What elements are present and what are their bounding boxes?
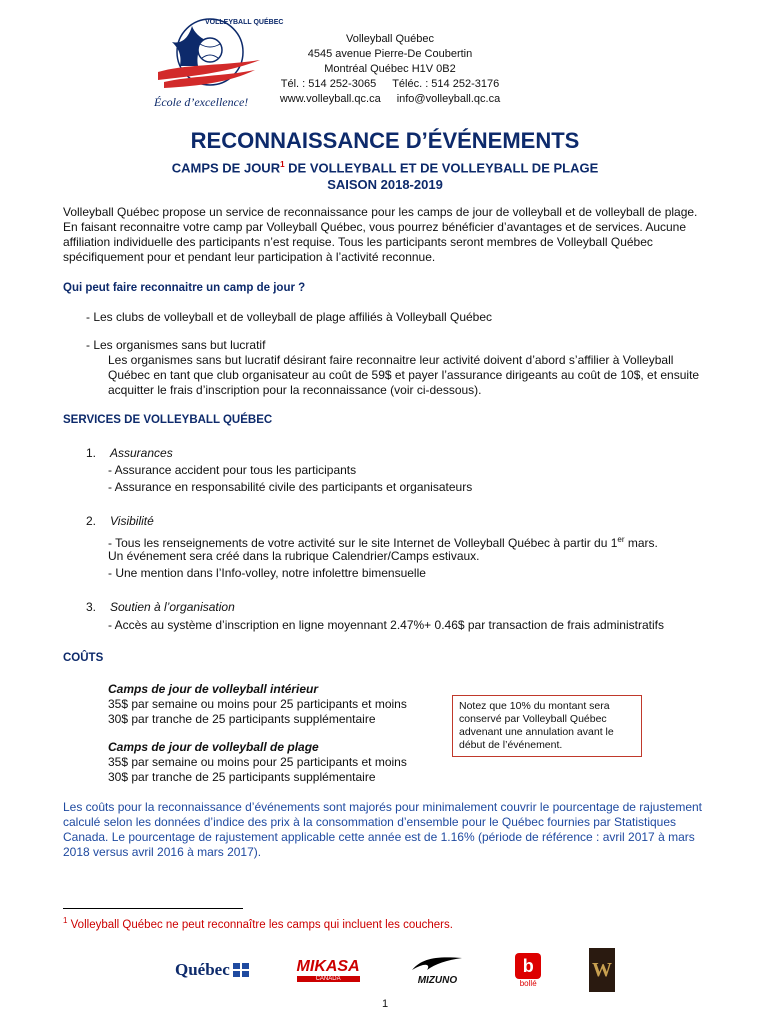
beach-camp-title: Camps de jour de volleyball de plage — [108, 740, 319, 754]
org-address1: 4545 avenue Pierre-De Coubertin — [307, 48, 473, 60]
footnote-divider — [63, 908, 243, 909]
bolle-logo: b bollé — [515, 953, 541, 988]
org-name: Volleyball Québec — [345, 33, 435, 45]
service-visibility-line2: Un événement sera créé dans la rubrique Calendrier/Camps estivaux. — [108, 549, 480, 563]
footnote-ref: 1 — [280, 160, 285, 169]
footnote: $^1$ Volleyball Québec ne peut reconnaître les camps qui incluent les couchers. — [63, 916, 453, 931]
volleyball-quebec-logo — [150, 14, 284, 112]
org-fax: Téléc. : 514 252-3176 — [392, 78, 500, 90]
indoor-camp-title: Camps de jour de volleyball intérieur — [108, 682, 319, 696]
costs-heading: COÛTS — [63, 652, 104, 664]
services-heading: SERVICES DE VOLLEYBALL QUÉBEC — [63, 414, 273, 426]
who-heading: Qui peut faire reconnaitre un camp de jour ? — [63, 282, 306, 294]
service-insurance-line2: - Assurance en responsabilité civile des participants et organisateurs — [108, 480, 473, 494]
organization-info — [260, 32, 520, 107]
mizuno-runbird-icon — [407, 954, 467, 972]
service-number-3: 3. — [86, 600, 97, 614]
beach-camp-price1: 35$ par semaine ou moins pour 25 participants et moins — [108, 755, 407, 769]
service-title-support: Soutien à l’organisation — [110, 600, 235, 614]
document-title: RECONNAISSANCE D’ÉVÉNEMENTS — [190, 128, 580, 153]
beach-camp-price2: 30$ par tranche de 25 participants supplémentaire — [108, 770, 376, 784]
org-website[interactable]: www.volleyball.qc.ca — [279, 93, 381, 105]
mizuno-logo: MIZUNO — [407, 954, 467, 986]
quebec-logo: Québec — [175, 960, 249, 980]
who-item-nonprofits: - Les organismes sans but lucratif — [86, 338, 266, 352]
service-title-insurance: Assurances — [110, 446, 173, 460]
season-label: SAISON 2018-2019 — [327, 177, 443, 193]
page-number: 1 — [381, 998, 389, 1010]
service-insurance-line1: - Assurance accident pour tous les participants — [108, 463, 357, 477]
svg-text:VOLLEYBALL QUÉBEC: VOLLEYBALL QUÉBEC — [205, 19, 284, 26]
org-phone: Tél. : 514 252-3065 — [280, 78, 377, 90]
org-email[interactable]: info@volleyball.qc.ca — [396, 93, 501, 105]
org-address2: Montréal Québec H1V 0B2 — [324, 63, 456, 75]
adjustment-paragraph: Les coûts pour la reconnaissance d’événements sont majorés pour minimalement couvrir le pourcentage de rajustement calculé selon les données d’indice des prix à la consommation d’ensemble pour le Québec fournies par Statistiques Canada. Le pourcentage de rajustement applicable cette année est de 1.16% (période de référence : avril 2017 à mars 2018 versus avril 2016 à mars 2017). — [63, 800, 703, 859]
service-visibility-line3: - Une mention dans l’Info-volley, notre infolettre bimensuelle — [108, 566, 426, 580]
intro-paragraph: Volleyball Québec propose un service de reconnaissance pour les camps de jour de volleyball et de volleyball de plage. En faisant reconnaitre votre camp par Volleyball Québec, vous pourrez bénéficier d’avantages et de services. Aucune affiliation individuelle des participants n’est requise. Tous les participants seront membres de Volleyball Québec spécifiquement pour et pendant leur participation à l’activité reconnue. — [63, 205, 698, 264]
svg-text:École d’excellence!: École d’excellence! — [154, 95, 249, 109]
sponsor-logos — [175, 945, 615, 995]
indoor-camp-price2: 30$ par tranche de 25 participants supplémentaire — [108, 712, 376, 726]
who-item-clubs: - Les clubs de volleyball et de volleyball de plage affiliés à Volleyball Québec — [86, 310, 493, 324]
document-subtitle: CAMPS DE JOUR$^1$ DE VOLLEYBALL ET DE VOLLEYBALL DE PLAGE SAISON 2018-2019 — [0, 156, 770, 193]
service-title-visibility: Visibilité — [110, 514, 154, 528]
service-number-1: 1. — [86, 446, 97, 460]
quebec-flag-icon — [233, 963, 249, 977]
who-item-nonprofits-detail: Les organismes sans but lucratif désirant faire reconnaitre leur activité doivent d’abord s’affilier à Volleyball Québec en tant que club organisateur au coût de 59$ et payer l’assurance dirigeants au coût de 10$, et ensuite acquitter le frais d’inscription pour la reconnaissance (voir ci-dessous). — [108, 353, 700, 397]
cancellation-note-box: Notez que 10% du montant sera conservé par Volleyball Québec advenant une annulation avant le début de l’événement. — [452, 695, 642, 757]
service-number-2: 2. — [86, 514, 97, 528]
mikasa-logo: MIKASA CANADA — [296, 958, 360, 982]
service-visibility-line1: - Tous les renseignements de votre activité sur le site Internet de Volleyball Québec à partir du 1er mars. — [108, 535, 658, 550]
indoor-camp-price1: 35$ par semaine ou moins pour 25 participants et moins — [108, 697, 407, 711]
w-brand-logo: W — [589, 948, 615, 992]
service-support-line1: - Accès au système d’inscription en ligne moyennant 2.47%+ 0.46$ par transaction de frais administratifs — [108, 618, 664, 632]
